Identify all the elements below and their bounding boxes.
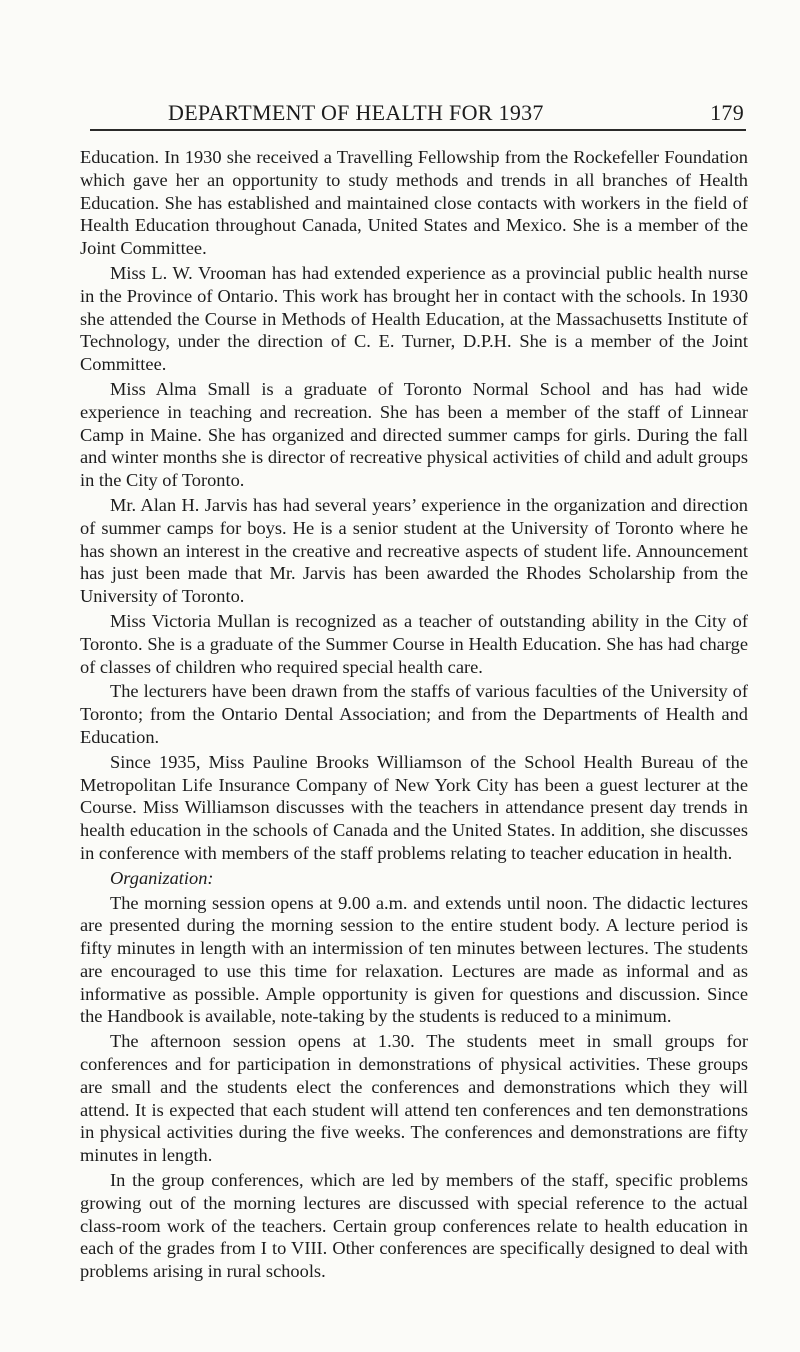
paragraph-vrooman: Miss L. W. Vrooman has had extended experience as a provincial public health nurse in the Province of Ontario. This work has brought her in contact with the schools. In 1930 she attended the Course in Methods of Health Education, at the Massachusetts Institute of Technology, under the direction of C. E. Turner, D.P.H. She is a member of the Joint Committee. — [80, 262, 748, 375]
page-number: 179 — [710, 100, 744, 125]
header-rule — [90, 129, 746, 131]
paragraph-williamson: Since 1935, Miss Pauline Brooks Williamson of the School Health Bureau of the Metropolitan Life Insurance Company of New York City has been a guest lecturer at the Course. Miss Williamson discusses with the teachers in attendance present day trends in health education in the schools of Canada and the United States. In addition, she discusses in conference with members of the staff problems relating to teacher education in health. — [80, 751, 748, 863]
paragraph-lecturers: The lecturers have been drawn from the staffs of various faculties of the University of Toronto; from the Ontario Dental Association; and from the Departments of Health and Education. — [80, 681, 748, 747]
paragraph-mullan: Miss Victoria Mullan is recognized as a teacher of outstanding ability in the City of Toronto. She is a graduate of the Summer Course in Health Education. She has had charge of classes of children who required special health care. — [80, 610, 748, 677]
paragraph-afternoon-session: The afternoon session opens at 1.30. The students meet in small groups for conferences and for participation in demonstrations of physical activities. These groups are small and the students elect the conferences and demonstrations which they will attend. It is expected that each student will attend ten conferences and ten demonstrations in physical activities during the five weeks. The conferences and demonstrations are fifty minutes in length. — [80, 1031, 748, 1166]
paragraph-small: Miss Alma Small is a graduate of Toronto Normal School and has had wide experience in teaching and recreation. She has been a member of the staff of Linnear Camp in Maine. She has organized and directed summer camps for girls. During the fall and winter months she is director of recreative physical activities of child and adult groups in the City of Toronto. — [80, 378, 748, 491]
body-text — [80, 146, 748, 1283]
paragraph-jarvis: Mr. Alan H. Jarvis has had several years’ experience in the organization and direction of summer camps for boys. He is a senior student at the University of Toronto where he has shown an interest in the creative and recreative aspects of student life. Announcement has just been made that Mr. Jarvis has been awarded the Rhodes Scholarship from the University of Toronto. — [80, 494, 748, 607]
document-page — [80, 0, 748, 1352]
paragraph-group-conferences: In the group conferences, which are led by members of the staff, specific problems growing out of the morning lectures are discussed with special reference to the actual class-room work of the teachers. Certain group conferences relate to health education in each of the grades from I to VIII. Other conferences are specifically designed to deal with problems arising in rural schools. — [80, 1170, 748, 1282]
running-header — [80, 100, 748, 130]
section-heading-organization: Organization: — [110, 867, 214, 888]
header-title: DEPARTMENT OF HEALTH FOR 1937 — [168, 100, 544, 125]
paragraph-continued: Education. In 1930 she received a Travelling Fellowship from the Rockefeller Foundation which gave her an opportunity to study methods and trends in all branches of Health Education. She has established and maintained close contacts with workers in the field of Health Education throughout Canada, United States and Mexico. She is a member of the Joint Committee. — [80, 147, 748, 259]
paragraph-morning-session: The morning session opens at 9.00 a.m. and extends until noon. The didactic lectures are presented during the morning session to the entire student body. A lecture period is fifty minutes in length with an intermission of ten minutes between lectures. The students are encouraged to use this time for relaxation. Lectures are made as informal and as informative as possible. Ample opportunity is given for questions and discussion. Since the Handbook is available, note-taking by the students is reduced to a minimum. — [80, 892, 748, 1027]
